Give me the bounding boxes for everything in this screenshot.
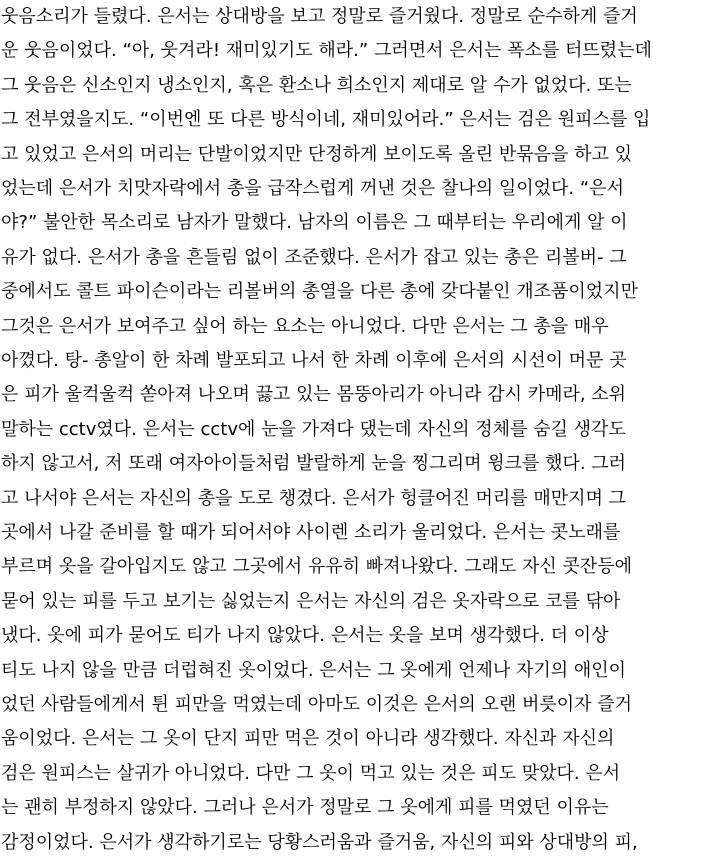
- body-text-line: 었는데 은서가 치맛자락에서 총을 급작스럽게 꺼낸 것은 찰나의 일이었다. “은서: [1, 178, 624, 199]
- body-text-line: 중에서도 콜트 파이슨이라는 리볼버의 총열을 다른 총에 갖다붙인 개조품이었지만: [1, 281, 638, 303]
- body-text-line: 유가 없다. 은서가 총을 흔들림 없이 조준했다. 은서가 잡고 있는 총은 리볼버- 그: [1, 246, 627, 268]
- body-text-line: 웃음소리가 들렸다. 은서는 상대방을 보고 정말로 즐거웠다. 정말로 순수하게 즐거: [1, 6, 638, 27]
- body-text-line: 야?” 불안한 목소리로 남자가 말했다. 남자의 이름은 그 때부터는 우리에게 알 이: [1, 212, 628, 234]
- body-text-line: 묻어 있는 피를 두고 보기는 싫었는지 은서는 자신의 검은 옷자락으로 코를 닦아: [1, 590, 621, 612]
- body-text-line: 하지 않고서, 저 또래 여자아이들처럼 발랄하게 눈을 찡그리며 윙크를 했다. 그러: [1, 453, 627, 475]
- body-text-line: 그것은 은서가 보여주고 싶어 하는 요소는 아니었다. 다만 은서는 그 총을 매우: [1, 315, 609, 337]
- body-text-line: 냈다. 옷에 피가 묻어도 티가 나지 않았다. 은서는 옷을 보며 생각했다. 더 이상: [1, 625, 609, 647]
- body-text-line: 는 괜히 부정하지 않았다. 그러나 은서가 정말로 그 옷에게 피를 먹였던 이유는: [1, 797, 609, 819]
- body-text-line: 은 피가 울컥울컥 쏟아져 나오며 끓고 있는 몸뚱아리가 아니라 감시 카메라, 소위: [1, 384, 627, 406]
- body-text-line: 티도 나지 않을 만큼 더럽혀진 옷이었다. 은서는 그 옷에게 언제나 자기의 애인이: [1, 659, 627, 681]
- body-text-line: 그 웃음은 신소인지 냉소인지, 혹은 환소나 희소인지 제대로 알 수가 없었다. 또는: [1, 74, 632, 96]
- body-text-line: 움이었다. 은서는 그 옷이 단지 피만 먹은 것이 아니라 생각했다. 자신과 자신의: [1, 728, 615, 750]
- body-text-line: 아꼈다. 탕- 총알이 한 차례 발포되고 나서 한 차례 이후에 은서의 시선이 머문 곳: [1, 350, 627, 371]
- body-text-line: 고 나서야 은서는 자신의 총을 도로 챙겼다. 은서가 헝클어진 머리를 매만지며 그: [1, 487, 627, 509]
- body-text-line: 운 웃음이었다. “아, 웃겨라! 재미있기도 해라.” 그러면서 은서는 폭소를 터뜨렸는데: [1, 40, 652, 62]
- body-text-line: 검은 원피스는 살귀가 아니었다. 다만 그 옷이 먹고 있는 것은 피도 맞았다. 은서: [1, 762, 621, 784]
- body-text-line: 곳에서 나갈 준비를 할 때가 되어서야 사이렌 소리가 울리었다. 은서는 콧노래를: [1, 522, 621, 543]
- body-text-line: 그 전부였을지도. “이번엔 또 다른 방식이네, 재미있어라.” 은서는 검은 원피스를 입: [1, 109, 651, 131]
- body-text-line: 감정이었다. 은서가 생각하기로는 당황스러움과 즐거움, 자신의 피와 상대방의 피,: [1, 831, 638, 853]
- body-text-line: 고 있었고 은서의 머리는 단발이었지만 단정하게 보이도록 올린 반묶음을 하고 있: [1, 143, 633, 165]
- body-text-line: 부르며 옷을 갈아입지도 않고 그곳에서 유유히 빠져나왔다. 그래도 자신 콧잔등에: [1, 556, 633, 578]
- body-text-line: 말하는 cctv였다. 은서는 cctv에 눈을 가져다 댔는데 자신의 정체를 숨길 생각도: [1, 418, 626, 440]
- body-text-line: 었던 사람들에게서 튄 피만을 먹였는데 아마도 이것은 은서의 오랜 버릇이자 즐거: [1, 694, 633, 715]
